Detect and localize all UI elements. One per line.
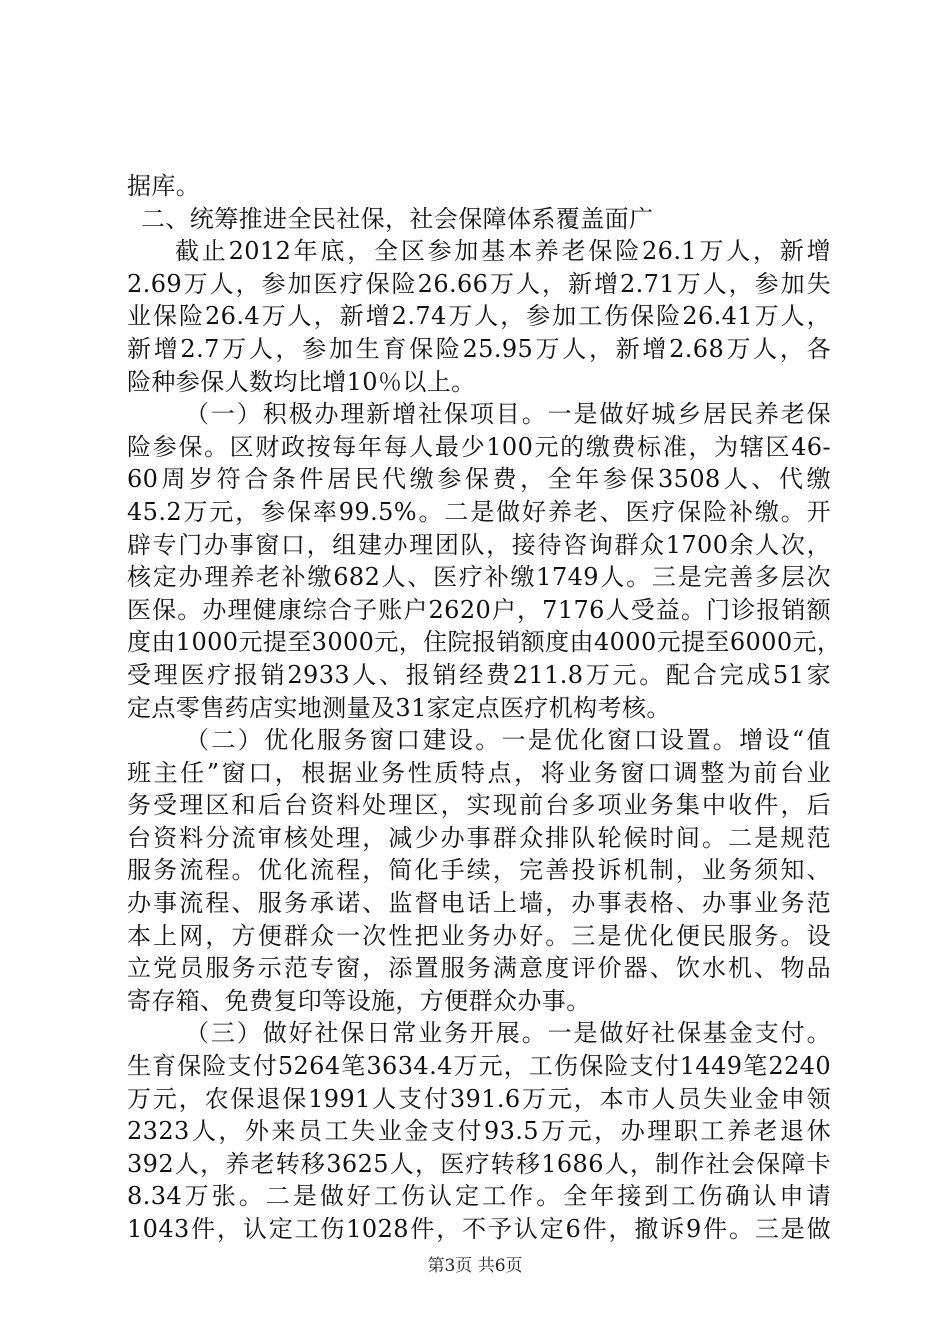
- page-footer: 第3页 共6页: [427, 1256, 523, 1276]
- subsection-heading-line: （二）优化服务窗口建设。一是优化窗口设置。增设“值: [185, 726, 831, 755]
- text-line: 业保险26.4万人，新增2.74万人，参加工伤保险26.41万人，: [127, 302, 831, 331]
- text-line: 险参保。区财政按每年每人最少100元的缴费标准，为辖区46-: [127, 432, 831, 461]
- text-line: 2323人，外来员工失业金支付93.5万元，办理职工养老退休: [127, 1117, 831, 1146]
- text-line: 万元，农保退保1991人支付391.6万元，本市人员失业金申领: [127, 1084, 831, 1113]
- text-line: 392人，养老转移3625人，医疗转移1686人，制作社会保障卡: [127, 1149, 831, 1178]
- text-line: 立党员服务示范专窗，添置服务满意度评价器、饮水机、物品: [127, 954, 831, 983]
- text-line: 截止2012年底，全区参加基本养老保险26.1万人，新增: [175, 237, 831, 266]
- text-line: 办事流程、服务承诺、监督电话上墙，办事表格、办事业务范: [127, 889, 831, 918]
- text-line: 班主任”窗口，根据业务性质特点，将业务窗口调整为前台业: [127, 758, 831, 787]
- text-line: 受理医疗报销2933人、报销经费211.8万元。配合完成51家: [127, 660, 831, 689]
- text-line: 新增2.7万人，参加生育保险25.95万人，新增2.68万人，各: [127, 334, 831, 363]
- text-line: 45.2万元，参保率99.5%。二是做好养老、医疗保险补缴。开: [127, 497, 831, 526]
- text-line: 度由1000元提至3000元，住院报销额度由4000元提至6000元，: [127, 628, 842, 657]
- text-line: 60周岁符合条件居民代缴参保费，全年参保3508人、代缴: [127, 465, 831, 494]
- text-line: 医保。办理健康综合子账户2620户，7176人受益。门诊报销额: [127, 595, 831, 624]
- text-line: 核定办理养老补缴682人、医疗补缴1749人。三是完善多层次: [127, 563, 831, 592]
- text-line: 生育保险支付5264笔3634.4万元，工伤保险支付1449笔2240: [127, 1052, 831, 1081]
- text-line: 定点零售药店实地测量及31家定点医疗机构考核。: [127, 693, 671, 722]
- text-line: 台资料分流审核处理，减少办事群众排队轮候时间。二是规范: [127, 823, 831, 852]
- text-line: 2.69万人，参加医疗保险26.66万人，新增2.71万人，参加失: [127, 269, 831, 298]
- text-line: 务受理区和后台资料处理区，实现前台多项业务集中收件，后: [127, 791, 831, 820]
- text-line: 1043件，认定工伤1028件，不予认定6件，撤诉9件。三是做: [127, 1215, 831, 1243]
- section-heading: 二、统筹推进全民社保，社会保障体系覆盖面广: [141, 204, 654, 233]
- text-line: 据库。: [127, 172, 201, 200]
- subsection-heading-line: （一）积极办理新增社保项目。一是做好城乡居民养老保: [185, 400, 831, 429]
- text-line: 8.34万张。二是做好工伤认定工作。全年接到工伤确认申请: [127, 1182, 831, 1211]
- document-body: [127, 170, 842, 1246]
- subsection-heading-line: （三）做好社保日常业务开展。一是做好社保基金支付。: [185, 1019, 831, 1048]
- text-line: 服务流程。优化流程，简化手续，完善投诉机制，业务须知、: [127, 856, 831, 885]
- text-line: 寄存箱、免费复印等设施，方便群众办事。: [127, 986, 591, 1015]
- text-line: 本上网，方便群众一次性把业务办好。三是优化便民服务。设: [127, 921, 831, 950]
- text-line: 辟专门办事窗口，组建办理团队，接待咨询群众1700余人次，: [127, 530, 831, 559]
- text-line: 险种参保人数均比增10％以上。: [127, 367, 476, 396]
